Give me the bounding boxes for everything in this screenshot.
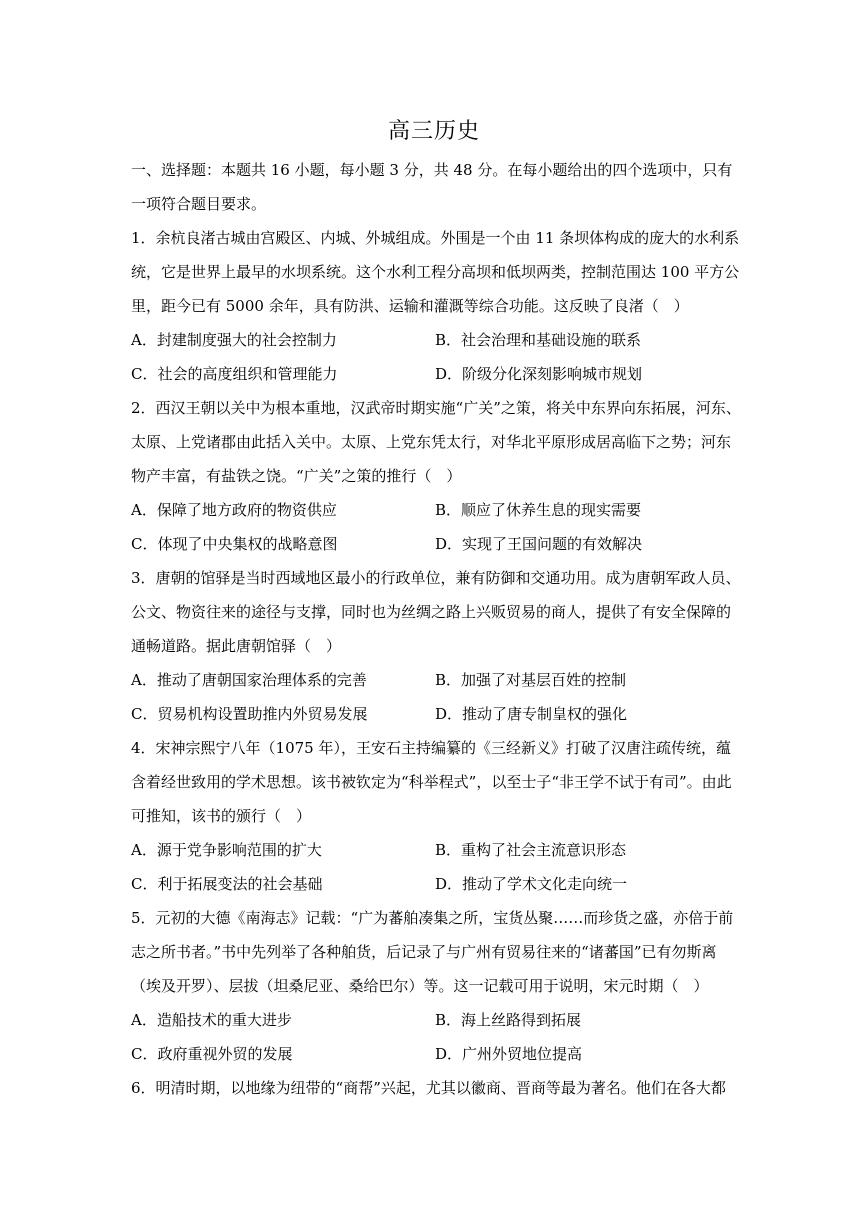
- question-1-option-d: D．阶级分化深刻影响城市规划: [435, 365, 643, 383]
- question-4-option-b: B．重构了社会主流意识形态: [435, 841, 627, 859]
- question-5-stem-line: 5．元初的大德《南海志》记载：“广为蕃舶凑集之所，宝货丛聚……而珍货之盛，亦倍于前: [131, 909, 734, 927]
- question-4-option-d: D．推动了学术文化走向统一: [435, 875, 628, 893]
- question-3-stem-line: 3．唐朝的馆驿是当时西域地区最小的行政单位，兼有防御和交通功用。成为唐朝军政人员、: [131, 569, 741, 587]
- question-5-stem-line: （埃及开罗）、层拔（坦桑尼亚、桑给巴尔）等。这一记载可用于说明，宋元时期（ ）: [131, 977, 709, 995]
- question-4-option-a: A．源于党争影响范围的扩大: [131, 841, 322, 859]
- question-2-stem-line: 太原、上党诸郡由此括入关中。太原、上党东凭太行，对华北平原形成居高临下之势；河东: [131, 433, 732, 451]
- question-1-option-a: A．封建制度强大的社会控制力: [131, 331, 337, 349]
- question-5-stem-line: 志之所书者。”书中先列举了各种舶货，后记录了与广州有贸易往来的“诸蕃国”已有勿斯离: [131, 943, 717, 961]
- question-5-option-d: D．广州外贸地位提高: [435, 1045, 583, 1063]
- question-5-option-b: B．海上丝路得到拓展: [435, 1011, 582, 1029]
- question-2-option-a: A．保障了地方政府的物资供应: [131, 501, 337, 519]
- question-3-stem-line: 公文、物资往来的途径与支撑，同时也为丝绸之路上兴贩贸易的商人，提供了有安全保障的: [131, 603, 732, 621]
- question-5-option-c: C．政府重视外贸的发展: [131, 1045, 293, 1063]
- section-heading-line: 一、选择题：本题共 16 小题，每小题 3 分，共 48 分。在每小题给出的四个选项中，只有: [131, 161, 733, 179]
- question-6-stem-line: 6．明清时期，以地缘为纽带的“商帮”兴起，尤其以徽商、晋商等最为著名。他们在各大都: [131, 1079, 726, 1097]
- question-2-stem-line: 2．西汉王朝以关中为根本重地，汉武帝时期实施“广关”之策，将关中东界向东拓展，河东、: [131, 399, 741, 417]
- question-4-option-c: C．利于拓展变法的社会基础: [131, 875, 323, 893]
- question-1-stem-line: 统，它是世界上最早的水坝系统。这个水利工程分高坝和低坝两类，控制范围达 100 平方公: [131, 263, 740, 281]
- question-5-option-a: A．造船技术的重大进步: [131, 1011, 292, 1029]
- question-2-option-b: B．顺应了休养生息的现实需要: [435, 501, 642, 519]
- question-3-option-c: C．贸易机构设置助推内外贸易发展: [131, 705, 368, 723]
- question-1-stem-line: 1．余杭良渚古城由宫殿区、内城、外城组成。外围是一个由 11 条坝体构成的庞大的水利系: [131, 229, 740, 247]
- question-1-option-c: C．社会的高度组织和管理能力: [131, 365, 338, 383]
- question-3-option-b: B．加强了对基层百姓的控制: [435, 671, 627, 689]
- question-3-option-a: A．推动了唐朝国家治理体系的完善: [131, 671, 367, 689]
- question-4-stem-line: 含着经世致用的学术思想。该书被钦定为“科举程式”，以至士子“非王学不试于有司”。由此: [131, 773, 732, 791]
- question-1-stem-line: 里，距今已有 5000 余年，具有防洪、运输和灌溉等综合功能。这反映了良渚（ ）: [131, 297, 689, 315]
- page-title: 高三历史: [387, 119, 480, 144]
- question-3-option-d: D．推动了唐专制皇权的强化: [435, 705, 628, 723]
- question-2-stem-line: 物产丰富，有盐铁之饶。“广关”之策的推行（ ）: [131, 467, 462, 485]
- section-heading-line: 一项符合题目要求。: [131, 195, 267, 213]
- question-4-stem-line: 4．宋神宗熙宁八年（1075 年），王安石主持编纂的《三经新义》打破了汉唐注疏传统，蕴: [131, 739, 731, 757]
- question-1-option-b: B．社会治理和基础设施的联系: [435, 331, 642, 349]
- question-3-stem-line: 通畅道路。据此唐朝馆驿（ ）: [131, 637, 342, 655]
- question-2-option-c: C．体现了中央集权的战略意图: [131, 535, 338, 553]
- question-2-option-d: D．实现了王国问题的有效解决: [435, 535, 643, 553]
- question-4-stem-line: 可推知，该书的颁行（ ）: [131, 807, 312, 825]
